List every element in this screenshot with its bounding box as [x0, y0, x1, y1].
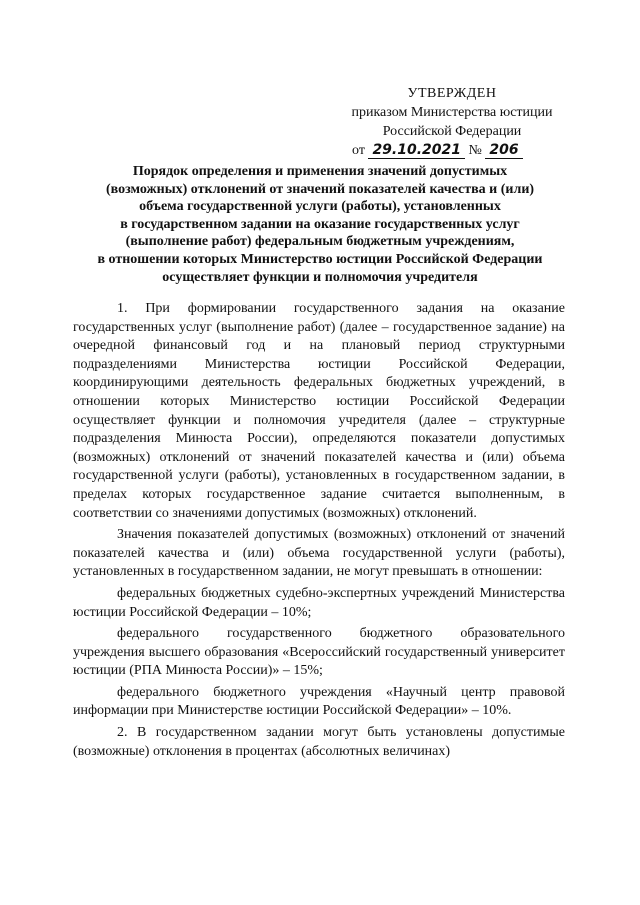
title-line: (возможных) отклонений от значений показателей качества и (или) — [105, 181, 535, 197]
title-line: (выполнение работ) федеральным бюджетным учреждениям, — [125, 234, 515, 250]
document-body — [73, 300, 565, 764]
paragraph-1: 1. При формировании государственного задания на оказание государственных услуг (выполнение работ) (далее – государственное задание) на очередной финансовый год и на плановый период структурными подразделениями Министерства юстиции Российской Федерации, координирующими деятельность федеральных бюджетных учреждений, в отношении которых Министерство юстиции Российской Федерации осуществляет функции и полномочия учредителя (далее – структурные подразделения Минюста России), определяются показатели допустимых (возможных) отклонений от значений показателей качества и (или) объема государственной услуги (работы), установленных в государственном задании, в пределах которых государственное задание считается выполненным, в соответствии со значениями допустимых (возможных) отклонений. — [73, 301, 565, 521]
handwritten-date: 29.10.2021 — [368, 142, 465, 159]
number-prefix: № — [468, 143, 482, 158]
paragraph-science-center: федерального бюджетного учреждения «Научный центр правовой информации при Министерстве юстиции Российской Федерации» – 10%. — [73, 684, 565, 719]
document-title — [70, 163, 570, 286]
title-line: Порядок определения и применения значений допустимых — [132, 164, 508, 179]
paragraph-forensic: федеральных бюджетных судебно-экспертных учреждений Министерства юстиции Российской Федерации – 10%; — [73, 585, 565, 620]
date-prefix: от — [352, 143, 365, 158]
title-line: осуществляет функции и полномочия учредителя — [162, 269, 478, 285]
handwritten-number: 206 — [485, 142, 522, 159]
paragraph-2: 2. В государственном задании могут быть установлены допустимые (возможные) отклонения в процентах (абсолютных величинах) — [73, 725, 565, 759]
approval-date-line — [337, 141, 567, 160]
approval-heading: УТВЕРЖДЕН — [407, 86, 497, 101]
approval-order-line: приказом Министерства юстиции — [351, 105, 553, 120]
title-line: в государственном задании на оказание государственных услуг — [120, 216, 520, 232]
paragraph-university: федерального государственного бюджетного образовательного учреждения высшего образования «Всероссийский государственный университет юстиции (РПА Минюста России)» – 15%; — [73, 626, 565, 679]
approval-block — [337, 84, 567, 160]
approval-ministry-line: Российской Федерации — [382, 124, 522, 139]
title-line: в отношении которых Министерство юстиции Российской Федерации — [97, 251, 543, 267]
title-line: объема государственной услуги (работы), установленных — [139, 199, 501, 215]
paragraph-limits: Значения показателей допустимых (возможных) отклонений от значений показателей качества и (или) объема государственной услуги (работы), установленных в государственном задании, не могут превышать в отношении: — [73, 527, 565, 580]
